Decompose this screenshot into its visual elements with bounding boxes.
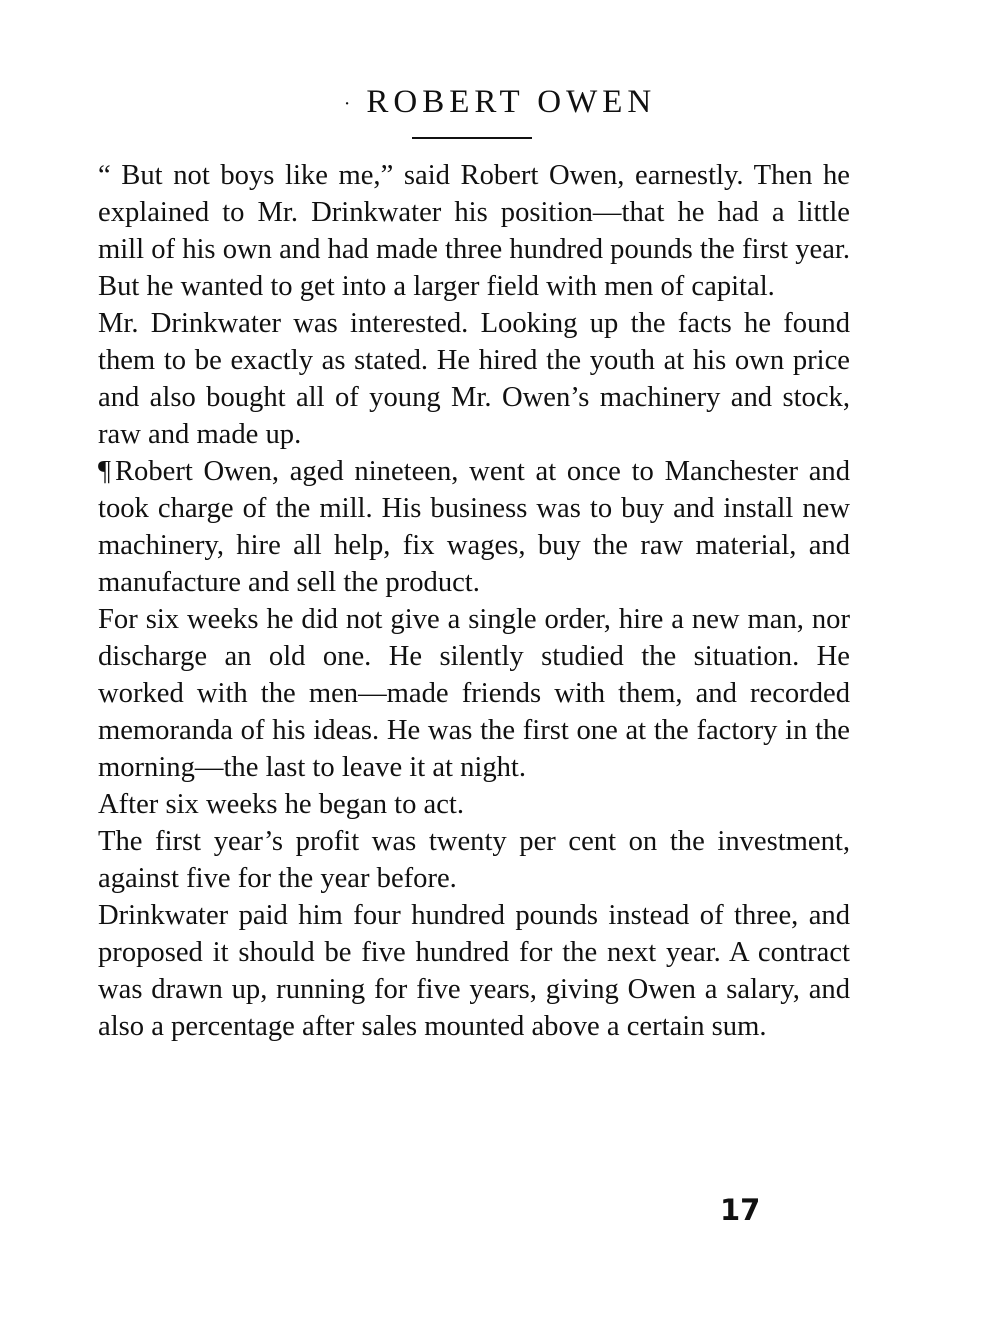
paragraph-3-text: Robert Owen, aged nineteen, went at once to Manchester and took charge of the mill. His business was to buy and install new machinery, hire all help, fix wages, buy the raw material, and manufacture and sell the product. xyxy=(98,456,850,598)
page-title: ROBERT OWEN xyxy=(366,84,657,120)
paragraph-6: The first year’s profit was twenty per cent on the investment, against five for the year before. xyxy=(98,826,850,894)
running-head xyxy=(0,80,1000,126)
header-dot: · xyxy=(343,93,351,116)
paragraph-2: Mr. Drinkwater was interested. Looking up the facts he found them to be exactly as stated. He hired the youth at his own price and also bought all of young Mr. Owen’s machinery and stock, raw and made up. xyxy=(98,308,850,450)
paragraph-1: “ But not boys like me,” said Robert Owen, earnestly. Then he explained to Mr. Drinkwater his position—that he had a little mill of his own and had made three hundred pounds the first year. But he wanted to get into a larger field with men of capital. xyxy=(98,160,850,302)
paragraph-5: After six weeks he began to act. xyxy=(98,789,465,820)
pilcrow-mark: ¶ xyxy=(98,456,111,487)
body-text xyxy=(98,157,850,1045)
paragraph-4: For six weeks he did not give a single order, hire a new man, nor discharge an old one. He silently studied the situation. He worked with the men—made friends with them, and recorded memoranda of his ideas. He was the first one at the factory in the morning—the last to leave it at night. xyxy=(98,604,850,783)
header-rule xyxy=(412,137,532,139)
paragraph-7: Drinkwater paid him four hundred pounds instead of three, and proposed it should be five hundred for the next year. A contract was drawn up, running for five years, giving Owen a salary, and also a percentage after sales mounted above a certain sum. xyxy=(98,900,850,1042)
paragraph-3 xyxy=(98,453,850,601)
page-number: 17 xyxy=(720,1193,761,1227)
